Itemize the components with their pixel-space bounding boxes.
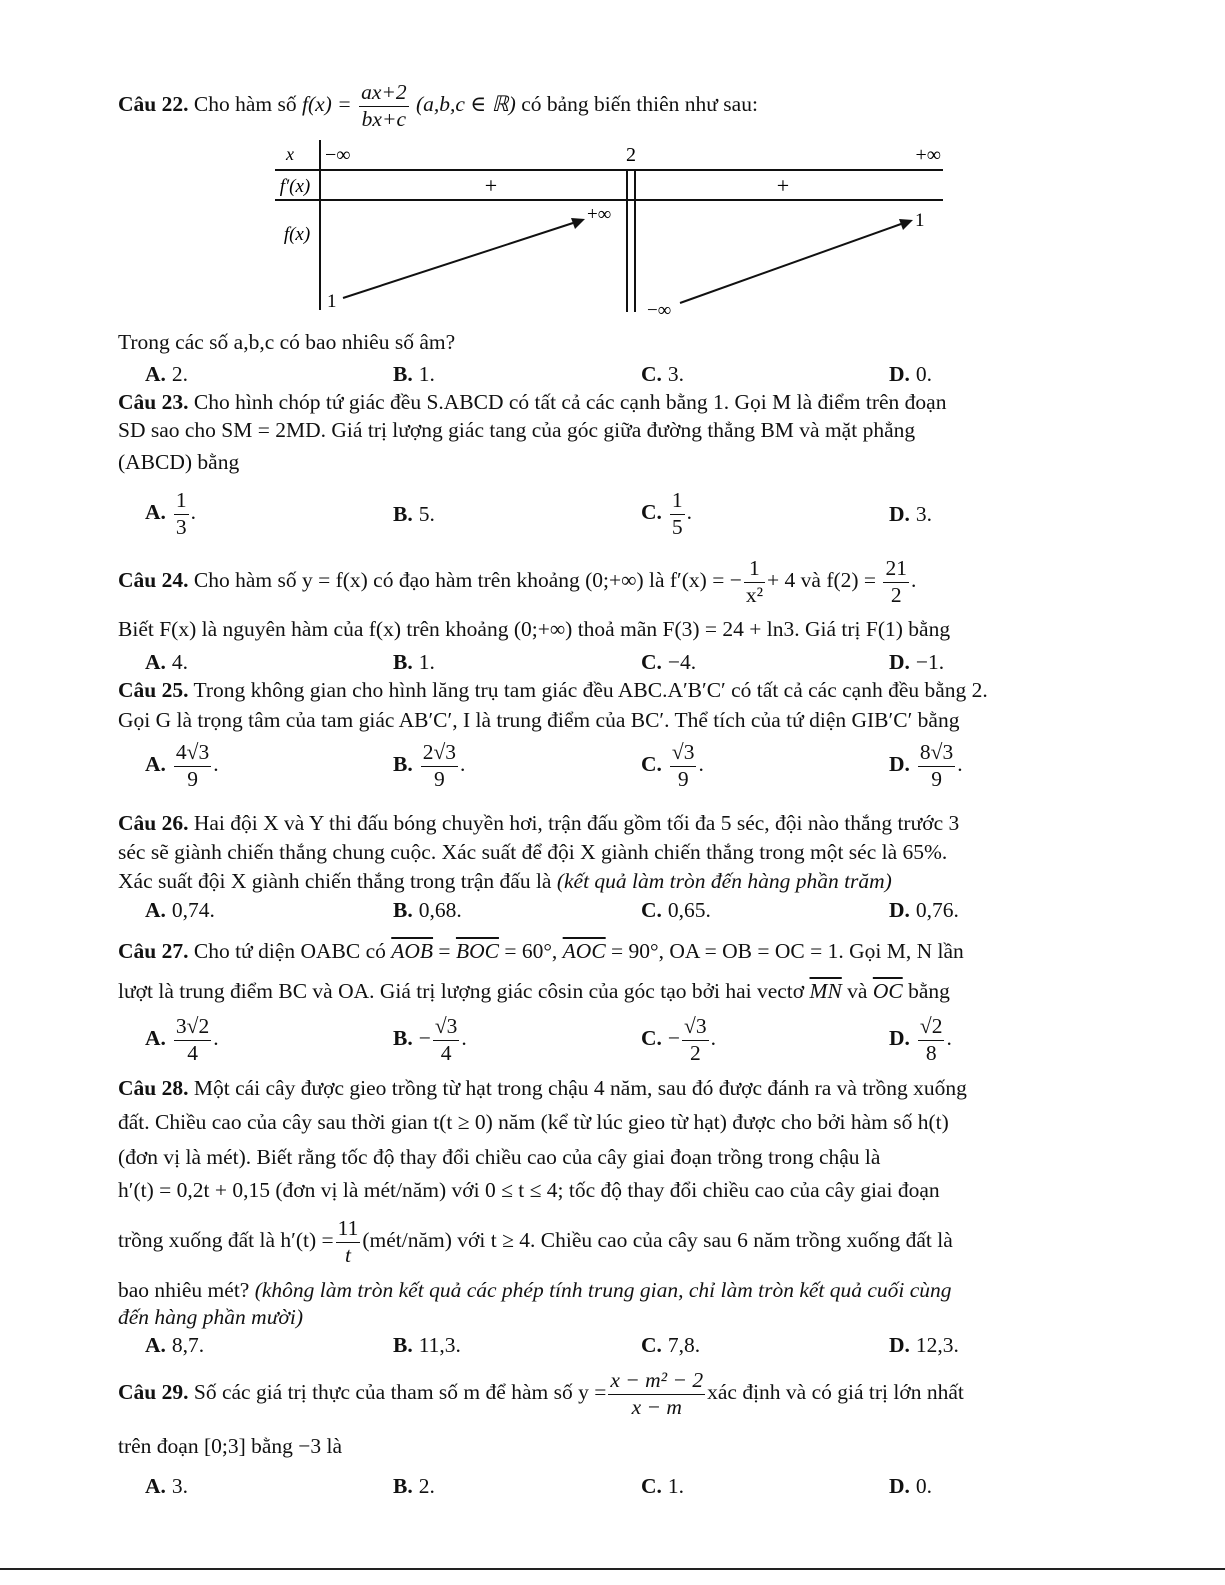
table-x-2: 2 — [626, 144, 636, 166]
q24-option-a: A. 4. — [145, 650, 189, 674]
q22-option-c: C. 3. — [641, 362, 685, 386]
variation-table — [255, 140, 955, 322]
table-f-right-end: 1 — [915, 210, 925, 231]
q28-option-d: D. 12,3. — [889, 1333, 959, 1357]
table-fp-sign-right: + — [776, 173, 790, 198]
q24-line-2: Biết F(x) là nguyên hàm của f(x) trên khoảng (0;+∞) thoả mãn F(3) = 24 + ln3. Giá trị F(1) bằng — [118, 617, 951, 641]
table-arrow-right-head — [899, 219, 913, 230]
q25-line-1: Câu 25. Trong không gian cho hình lăng trụ tam giác đều ABC.A′B′C′ có tất cả các cạnh đều bằng 2. — [118, 678, 988, 702]
q27-option-d: D. $\frac{√2}{8}$ . — [889, 1014, 952, 1065]
q25-option-c: C. $\frac{√3}{9}$ . — [641, 740, 704, 791]
q27-option-c: C. − $\frac{√3}{2}$ . — [641, 1014, 716, 1065]
table-arrow-right-shaft — [680, 224, 901, 303]
q22-func-lhs: f(x) = — [301, 92, 352, 117]
q23-option-d: D. 3. — [889, 502, 933, 526]
table-f-left-start: 1 — [327, 291, 337, 312]
q23-options — [145, 488, 1105, 539]
q27-option-b: B. − $\frac{√3}{4}$ . — [393, 1014, 467, 1065]
q27-line-1: Câu 27. Cho tứ diện OABC có $\overline{AOB} = \overline{BOC} = 60^\circ$, $\overline{AOC} = 90^\circ$, OA = OB = OC = 1. Gọi M, N lần — [118, 939, 964, 963]
q22-option-b: B. 1. — [393, 362, 435, 386]
table-x-pos-inf: +∞ — [915, 144, 941, 166]
table-arrow-left-shaft — [343, 223, 573, 298]
q23-option-c: C. $\frac{1}{5}$ . — [641, 488, 693, 539]
q22-tail: có bảng biến thiên như sau: — [521, 92, 758, 117]
q24-line-1: Câu 24. Cho hàm số y = f(x) có đạo hàm trên khoảng (0;+∞) là f′(x) = − $\frac{1}{\text{x²}}$ + 4 và f(2) = $\frac{21}{2}$ . — [118, 556, 917, 607]
q28-line-7: đến hàng phần mười) — [118, 1305, 304, 1329]
q26-option-c: C. 0,65. — [641, 898, 711, 922]
q25-option-d: D. $\frac{8√3}{9}$ . — [889, 740, 963, 791]
q28-option-b: B. 11,3. — [393, 1333, 461, 1357]
q25-line-2: Gọi G là trọng tâm của tam giác AB′C′, I là trung điểm của BC′. Thể tích của tứ diện GIB′C′ bằng — [118, 708, 960, 732]
q22-label: Câu 22. — [118, 92, 189, 117]
q25-option-a: A. $\frac{4√3}{9}$ . — [145, 740, 219, 791]
table-label-fprime: f′(x) — [279, 176, 311, 197]
q28-option-c: C. 7,8. — [641, 1333, 701, 1357]
q28-line-2: đất. Chiều cao của cây sau thời gian t(t ≥ 0) năm (kể từ lúc gieo từ hạt) được cho bởi hàm số h(t) — [118, 1110, 949, 1134]
q28-line-3: (đơn vị là mét). Biết rằng tốc độ thay đổi chiều cao của cây giai đoạn trồng trong chậu là — [118, 1145, 881, 1169]
q29-option-b: B. 2. — [393, 1474, 435, 1498]
q28-line-1: Câu 28. Một cái cây được gieo trồng từ hạt trong chậu 4 năm, sau đó được đánh ra và trồng xuống — [118, 1076, 967, 1100]
table-f-left-end: +∞ — [587, 204, 612, 225]
q26-option-a: A. 0,74. — [145, 898, 215, 922]
q23-option-b: B. 5. — [393, 502, 435, 526]
q23-line-3: (ABCD) bằng — [118, 450, 240, 474]
table-fp-sign-left: + — [484, 173, 498, 198]
q22-intro: Cho hàm số — [193, 92, 297, 117]
q29-option-a: A. 3. — [145, 1474, 189, 1498]
q22-option-d: D. 0. — [889, 362, 933, 386]
q28-option-a: A. 8,7. — [145, 1333, 205, 1357]
table-arrow-left-head — [571, 218, 585, 229]
q22-stem — [118, 80, 1105, 133]
table-f-right-start: −∞ — [647, 300, 672, 321]
q26-option-b: B. 0,68. — [393, 898, 462, 922]
q22-func-den: bx+c — [361, 106, 407, 131]
q28-line-6: bao nhiêu mét? (không làm tròn kết quả các phép tính trung gian, chỉ làm tròn kết quả cuối cùng — [118, 1278, 952, 1302]
q27-options — [145, 1014, 1105, 1065]
q22-option-a: A. 2. — [145, 362, 189, 386]
q23-line-1: Câu 23. Cho hình chóp tứ giác đều S.ABCD có tất cả các cạnh bằng 1. Gọi M là điểm trên đoạn — [118, 390, 947, 414]
q26-option-d: D. 0,76. — [889, 898, 959, 922]
q24-option-d: D. −1. — [889, 650, 945, 674]
q27-option-a: A. $\frac{3√2}{4}$ . — [145, 1014, 219, 1065]
q22-question: Trong các số a,b,c có bao nhiêu số âm? — [118, 330, 456, 354]
q26-line-3: Xác suất đội X giành chiến thắng trong trận đấu là (kết quả làm tròn đến hàng phần trăm) — [118, 869, 892, 893]
q28-line-5: trồng xuống đất là h′(t) = $\frac{11}{t}$ (mét/năm) với t ≥ 4. Chiều cao của cây sau 6 năm trồng xuống đất là — [118, 1216, 953, 1267]
table-label-f: f(x) — [283, 224, 311, 245]
q29-option-d: D. 0. — [889, 1474, 933, 1498]
table-x-neg-inf: −∞ — [325, 144, 351, 166]
q28-line-4: h′(t) = 0,2t + 0,15 (đơn vị là mét/năm) với 0 ≤ t ≤ 4; tốc độ thay đổi chiều cao của cây giai đoạn — [118, 1178, 940, 1202]
q26-line-1: Câu 26. Hai đội X và Y thi đấu bóng chuyền hơi, trận đấu gồm tối đa 5 séc, đội nào thắng trước 3 — [118, 811, 960, 835]
q23-line-2: SD sao cho SM = 2MD. Giá trị lượng giác tang của góc giữa đường thẳng BM và mặt phẳng — [118, 418, 916, 442]
q23-option-a: A. $\frac{1}{3}$ . — [145, 488, 197, 539]
q29-line-2: trên đoạn [0;3] bằng −3 là — [118, 1434, 343, 1458]
q22-cond: (a,b,c ∈ ℝ) — [416, 92, 516, 117]
q25-options — [145, 740, 1105, 791]
q24-option-b: B. 1. — [393, 650, 435, 674]
q27-line-2: lượt là trung điểm BC và OA. Giá trị lượng giác côsin của góc tạo bởi hai vectơ $\overline{MN}$ và $\overline{OC}$ bằng — [118, 979, 950, 1003]
q26-line-2: séc sẽ giành chiến thắng chung cuộc. Xác suất để đội X giành chiến thắng trong một séc là 65%. — [118, 840, 948, 864]
q25-option-b: B. $\frac{2√3}{9}$ . — [393, 740, 466, 791]
q29-options — [145, 1474, 1105, 1518]
q29-option-c: C. 1. — [641, 1474, 685, 1498]
q29-line-1: Câu 29. Số các giá trị thực của tham số m để hàm số y = $\frac{\text{x − m² − 2}}{x - m}$ xác định và có giá trị lớn nhất — [118, 1368, 964, 1419]
q26-options — [145, 898, 1105, 942]
q22-func-fraction — [359, 80, 409, 133]
q24-option-c: C. −4. — [641, 650, 697, 674]
q22-func-num: ax+2 — [359, 80, 409, 107]
table-label-x: x — [286, 144, 294, 164]
page-bottom-rule — [0, 1568, 1225, 1570]
